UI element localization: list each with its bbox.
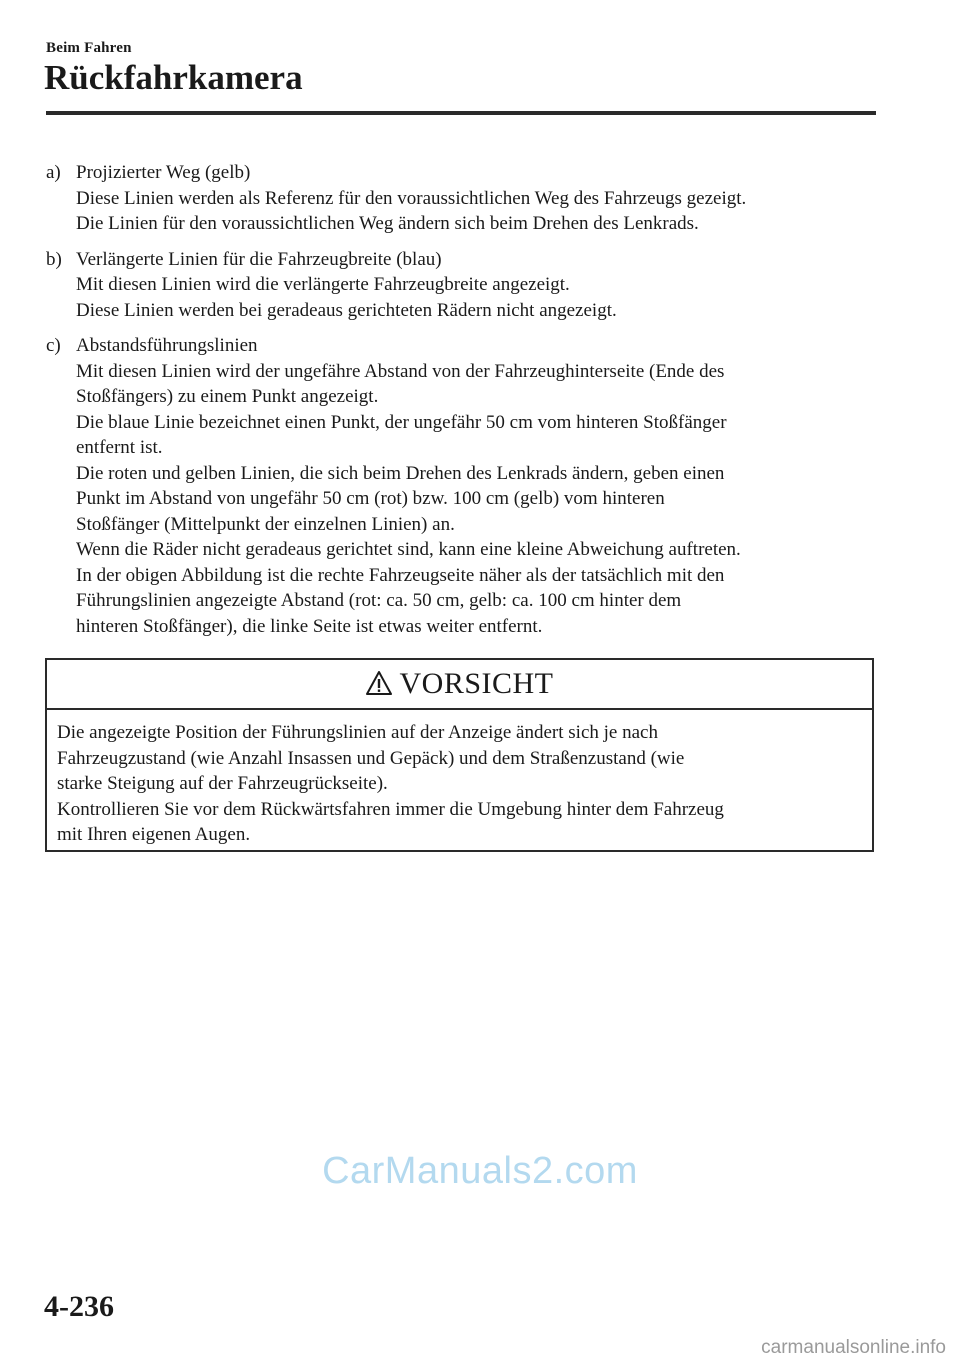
list-item-heading xyxy=(46,247,876,273)
list-item-text: Mit diesen Linien wird die verlängerte Fahrzeugbreite angezeigt. xyxy=(76,274,570,295)
list-item-letter: a) xyxy=(46,162,61,183)
list-item-title: Abstandsführungslinien xyxy=(76,335,258,356)
caution-text: Kontrollieren Sie vor dem Rückwärtsfahren immer die Umgebung hinter dem Fahrzeug xyxy=(57,798,724,820)
warning-triangle-icon xyxy=(365,670,393,696)
list-item-text: Diese Linien werden als Referenz für den voraussichtlichen Weg des Fahrzeugs gezeigt. xyxy=(76,187,747,209)
section-label: Beim Fahren xyxy=(46,40,132,56)
list-item-letter: b) xyxy=(46,248,62,270)
list-item-text: Punkt im Abstand von ungefähr 50 cm (rot) bzw. 100 cm (gelb) vom hinteren xyxy=(76,488,665,509)
list-item-text: Stoßfänger (Mittelpunkt der einzelnen Linien) an. xyxy=(76,513,455,535)
list-item-text: Die Linien für den voraussichtlichen Weg ändern sich beim Drehen des Lenkrads. xyxy=(76,213,699,234)
caution-text: Fahrzeugzustand (wie Anzahl Insassen und Gepäck) und dem Straßenzustand (wie xyxy=(57,747,685,769)
list-item-text: In der obigen Abbildung ist die rechte Fahrzeugseite näher als der tatsächlich mit den xyxy=(76,564,725,586)
list-item-title: Projizierter Weg (gelb) xyxy=(76,162,251,183)
list-item-heading xyxy=(46,333,876,359)
page-title: Rückfahrkamera xyxy=(44,58,303,97)
watermark: CarManuals2.com xyxy=(322,1150,638,1192)
list-item-heading xyxy=(46,160,876,186)
caution-box xyxy=(45,658,874,852)
list-item-text: entfernt ist. xyxy=(76,437,163,458)
list-item-b xyxy=(46,247,876,324)
list-item-text: Mit diesen Linien wird der ungefähre Abstand von der Fahrzeughinterseite (Ende des xyxy=(76,360,725,382)
caution-text: starke Steigung auf der Fahrzeugrückseite). xyxy=(57,773,388,794)
list-item-a xyxy=(46,160,876,237)
page-number: 4-236 xyxy=(44,1290,114,1323)
caution-header xyxy=(47,660,872,710)
caution-body xyxy=(47,710,872,848)
caution-text: mit Ihren eigenen Augen. xyxy=(57,824,251,845)
list-item-text: Die roten und gelben Linien, die sich beim Drehen des Lenkrads ändern, geben einen xyxy=(76,462,725,484)
caution-title: VORSICHT xyxy=(399,667,554,700)
list-item-letter: c) xyxy=(46,335,61,356)
title-divider xyxy=(46,111,876,115)
footer-watermark: carmanualsonline.info xyxy=(761,1337,946,1358)
list-item-title: Verlängerte Linien für die Fahrzeugbreite (blau) xyxy=(76,248,442,270)
list-item-c xyxy=(46,333,876,639)
definition-list xyxy=(46,160,876,649)
list-item-text: Die blaue Linie bezeichnet einen Punkt, der ungefähr 50 cm vom hinteren Stoßfänger xyxy=(76,411,727,433)
list-item-text: hinteren Stoßfänger), die linke Seite ist etwas weiter entfernt. xyxy=(76,615,543,637)
list-item-text: Diese Linien werden bei geradeaus gerichteten Rädern nicht angezeigt. xyxy=(76,299,617,321)
list-item-text: Stoßfängers) zu einem Punkt angezeigt. xyxy=(76,386,379,407)
caution-text: Die angezeigte Position der Führungslinien auf der Anzeige ändert sich je nach xyxy=(57,722,658,743)
list-item-text: Führungslinien angezeigte Abstand (rot: ca. 50 cm, gelb: ca. 100 cm hinter dem xyxy=(76,590,682,611)
list-item-text: Wenn die Räder nicht geradeaus gerichtet sind, kann eine kleine Abweichung auftreten. xyxy=(76,539,741,560)
